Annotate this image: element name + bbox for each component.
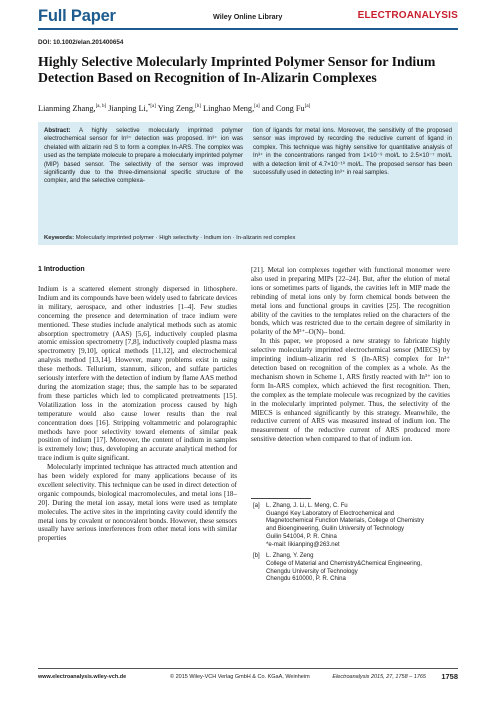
article-type: Full Paper [38,7,116,25]
body-paragraph: In this paper, we proposed a new strategy to fabricate highly selective molecularly imprinted electrochemical sensor (MIECS) by imprinting indium–alizarin red S (In-ARS) complex for In³⁺ detection based on recognition of the complex as a whole. As the mechanism shown in Scheme 1, ARS firstly reacted with In³⁺ ion to form In-ARS complex, which achieved the first recognition. Then, the complex as the template molecule was recognized by the cavities in the molecularly imprinted polymer. Thus, the selectivity of the MIECS is enhanced significantly by this strategy. Meanwhile, the reductive current of ARS was measured instead of indium ion. The measurement of the reductive current of ARS produced more sensitive detection when compared to that of indium ion. [251,337,450,444]
abstract-label: Abstract: [44,128,71,134]
abstract-text-left: A highly selective molecularly imprinted polymer electrochemical sensor for In³⁺ detection was proposed. In³⁺ ion was chelated with alizarin red S to form a complex In-ARS. The complex was used as the template molecule to prepare a molecularly imprinted polymer (MIP) based sensor. The selectivity of the sensor was improved significantly due to the three-dimensional specific structure of the complex, and the selective complexa- [44,128,243,185]
footer-rule [38,668,458,669]
affiliation-a: [a] L. Zhang, J. Li, L. Meng, C. Fu Guangxi Key Laboratory of Electrochemical and Magnetochemical Function Materials, College of Chemistry and Bioengineering, Guilin University of Technology Guilin 541004, P. R. China *e-mail: likianping@263.net [253,503,424,548]
doi-line[interactable]: DOI: 10.1002/elan.201400654 [38,39,124,46]
body-paragraph: [21]. Metal ion complexes together with functional monomer were also used in preparing MIPs [22–24]. But, after the elution of metal ions or sometimes parts of ligands, the cavities left in MIP made the rebinding of metal ions only by form chemical bonds between the metal ions and functional groups in cavities [25]. The recognition ability of the cavities to the templates relied on the characters of the bonds, which was restricted due to the certain degree of similarity in polarity of the M³⁺–O(N)– bond. [251,266,450,337]
abstract-right-column: tion of ligands for metal ions. Moreover, the sensitivity of the proposed sensor was improved by recording the reductive current of ligand in complex. This technique was highly sensitive for quantitative analysis of In³⁺ in the concentrations ranged from 1×10⁻⁹ mol/L to 2.5×10⁻⁷ mol/L with a detection limit of 4.7×10⁻¹⁰ mol/L. The proposed sensor has been successfully used in detecting In³⁺ in real samples. [253,128,452,177]
page-footer [38,673,458,685]
email-link[interactable]: *e-mail: likianping@263.net [266,541,340,548]
body-paragraph: Molecularly imprinted technique has attracted much attention and has been widely explored for many applications because of its excellent selectivity. This technique can be used in direct detection of organic compounds, biological macromolecules, and metal ions [18–20]. During the metal ion assay, metal ions were used as template molecules. The active sites in the imprinting cavity could identify the metal ions by covalent or noncovalent bonds. However, these sensors usually have serious interferences from other metal ions with similar properties [38,463,237,543]
abstract-box [38,122,458,245]
abstract-left-column [44,127,243,186]
affiliations [253,503,458,584]
article-title: Highly Selective Molecularly Imprinted Polymer Sensor for Indium Detection Based on Recognition of In-Alizarin Complexes [38,54,436,85]
citation: Electroanalysis 2015, 27, 1758 – 1765 [332,674,426,680]
author-2: Jianping Li,$^{*[a]}$ [108,104,156,113]
page-number: 1758 [441,672,458,681]
author-list [38,104,468,113]
journal-name[interactable]: ELECTROANALYSIS [357,10,458,21]
author-3: Ying Zeng,[b] [157,104,201,113]
author-5: and Cong Fu[a] [261,104,311,113]
keywords-label: Keywords: [44,235,75,241]
affiliation-rule [251,498,311,499]
header-rule [38,28,458,30]
keywords-text: Molecularly imprinted polymer · High selectivity · Indium ion · In-alizarin red complex [74,235,296,241]
publisher-label[interactable]: Wiley Online Library [213,12,283,21]
author-1: Lianming Zhang,[a, b] [38,104,107,113]
body-paragraph: Indium is a scattered element strongly dispersed in lithosphere. Indium and its compounds have been widely used to fabricate devices in military, aerospace, and other industries [1–4]. Few studies concerning the presence and determination of trace indium were mentioned. These studies include analytical methods such as atomic absorption spectrometry (AAS) [5,6], inductively coupled plasma atomic emission spectrometry [7,8], inductively coupled plasma mass spectrometry [9,10], optical methods [11,12], and electrochemical analysis method [13,14]. However, many problems exist in using these methods. Tellurium, stannum, silicon, and sulfate particles seriously interfere with the detection of indium by flame AAS method during the atomization stage; thus, the sample has to be separated from these particles which led to complicated pretreatments [15]. Volatilization loss in the atomization process caused by high temperature would also cause lower results than the real concentration does [16]. Stripping voltammetric and polarographic methods have poor selectivity toward elements of similar peak position of indium [17]. Moreover, the content of indium in samples is extremely low; thus, developing an accurate analytical method for trace indium is quite significant. [38,285,237,463]
website-link[interactable]: www.electroanalysis.wiley-vch.de [38,674,127,680]
section-heading: 1 Introduction [38,266,85,273]
page-header [0,0,496,34]
copyright: © 2015 Wiley-VCH Verlag GmbH & Co. KGaA, Weinheim [170,674,310,680]
body-right-column [251,266,450,491]
author-4: Linghao Meng,[a] [203,104,260,113]
body-left-column [38,285,237,665]
affiliation-b: [b] L. Zhang, Y. Zeng College of Material and Chemistry&Chemical Engineering, Chengdu University of Technology Chengdu 610000, P. R. China [253,553,422,583]
keywords-line [44,235,452,241]
